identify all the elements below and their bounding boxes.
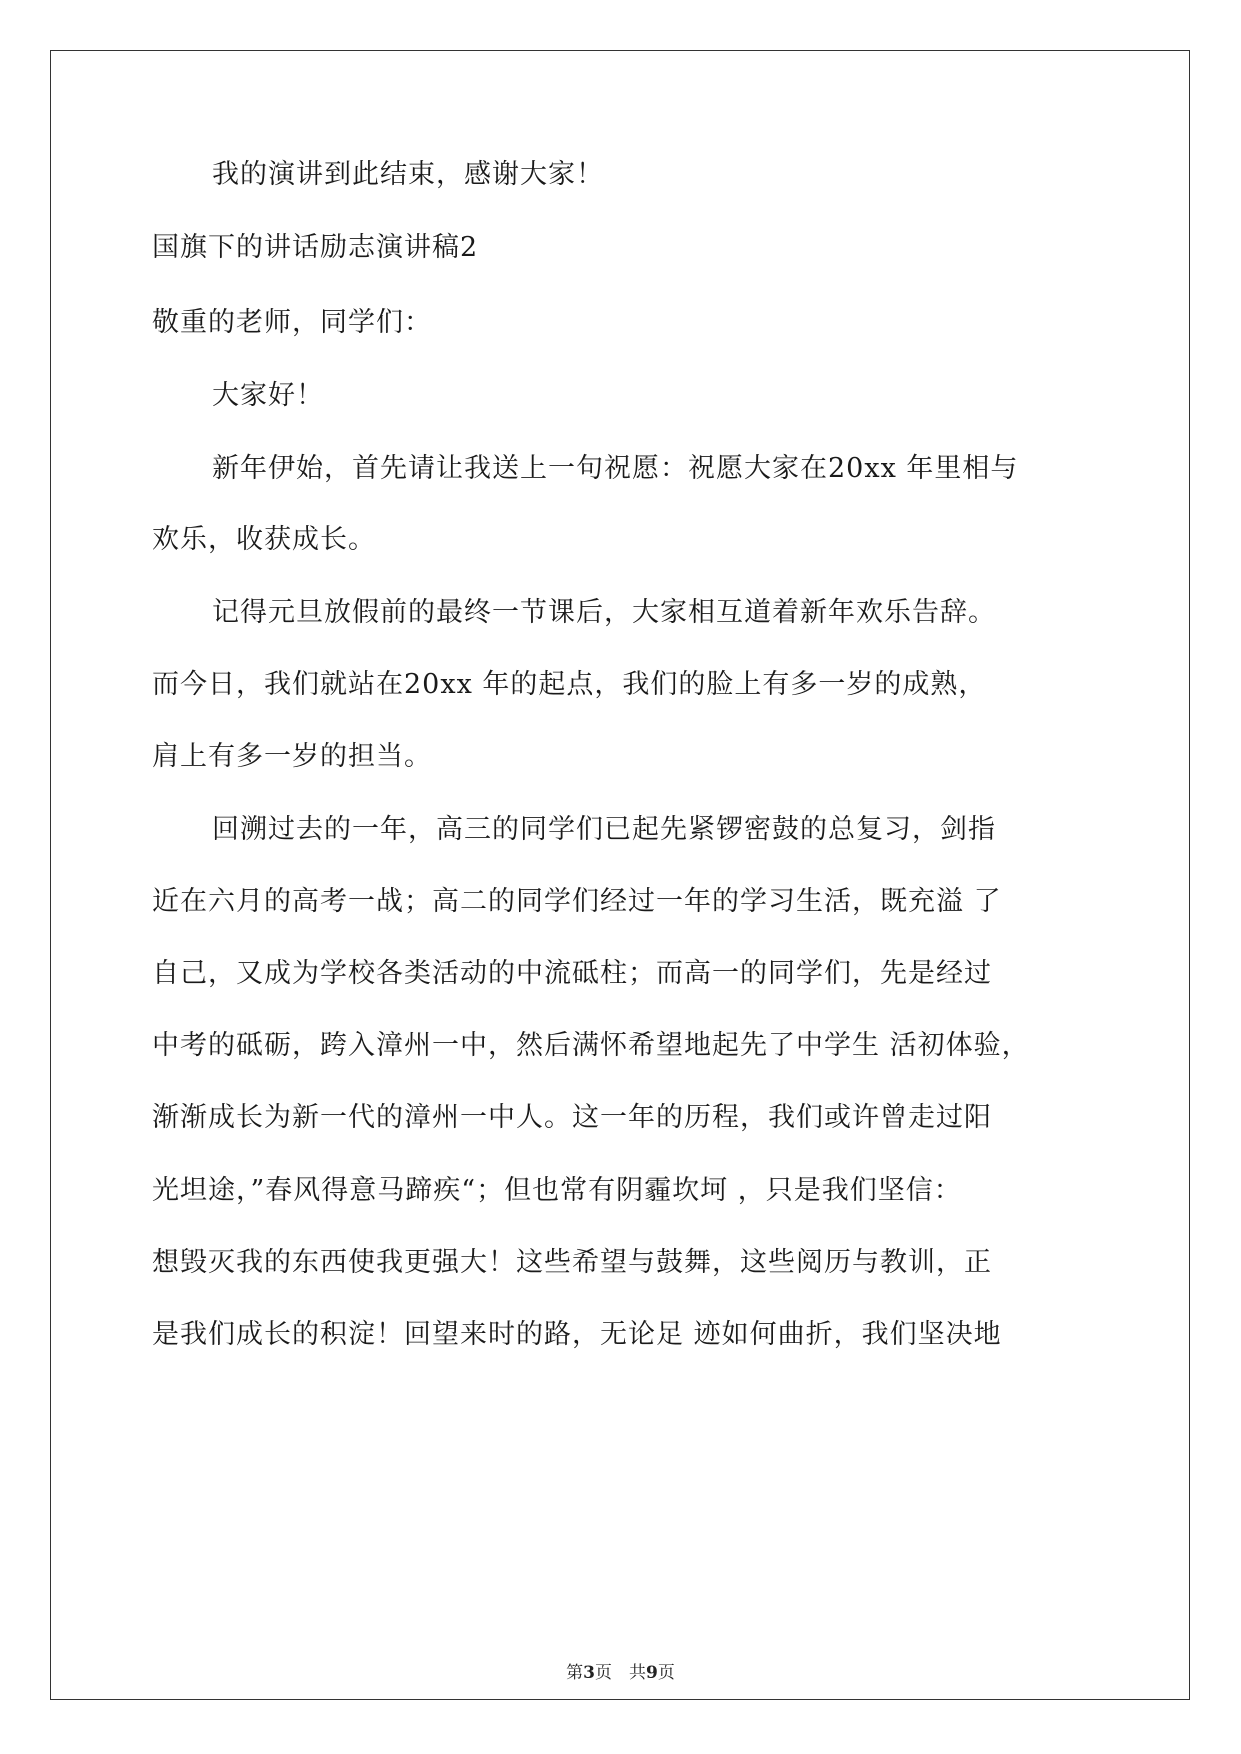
paragraph-line: 新年伊始，首先请让我送上一句祝愿：祝愿大家在20xx 年里相与 <box>212 453 1019 484</box>
salutation: 敬重的老师，同学们： <box>152 307 432 338</box>
page-border <box>50 50 1190 1700</box>
paragraph-line: 而今日，我们就站在20xx 年的起点，我们的脸上有多一岁的成熟， <box>152 669 987 700</box>
paragraph-line: 欢乐，收获成长。 <box>152 524 376 555</box>
paragraph-line: 渐渐成长为新一代的漳州一中人。这一年的历程，我们或许曾走过阳 <box>152 1102 992 1133</box>
page-footer <box>0 1661 1241 1685</box>
footer-prefix: 第 <box>566 1663 584 1683</box>
paragraph-line: 是我们成长的积淀！回望来时的路，无论足 迹如何曲折，我们坚决地 <box>152 1319 1002 1350</box>
footer-suffix: 页 <box>657 1663 675 1683</box>
paragraph-line: 中考的砥砺，跨入漳州一中，然后满怀希望地起先了中学生 活初体验， <box>152 1030 1030 1061</box>
current-page-number: 3 <box>583 1663 595 1683</box>
paragraph-line: 记得元旦放假前的最终一节课后，大家相互道着新年欢乐告辞。 <box>212 597 996 628</box>
closing-line: 我的演讲到此结束，感谢大家！ <box>212 159 604 190</box>
greeting: 大家好！ <box>212 380 324 411</box>
paragraph-line: 回溯过去的一年，高三的同学们已起先紧锣密鼓的总复习，剑指 <box>212 814 996 845</box>
paragraph-line: 近在六月的高考一战；高二的同学们经过一年的学习生活，既充溢 了 <box>152 886 1002 917</box>
paragraph-line: 光坦途，”春风得意马蹄疾“；但也常有阴霾坎坷 ，只是我们坚信： <box>152 1175 962 1206</box>
paragraph-line: 自己，又成为学校各类活动的中流砥柱；而高一的同学们，先是经过 <box>152 958 992 989</box>
footer-middle: 页 共 <box>595 1663 646 1683</box>
total-pages-number: 9 <box>646 1663 658 1683</box>
speech-title: 国旗下的讲话励志演讲稿2 <box>152 232 479 263</box>
paragraph-line: 肩上有多一岁的担当。 <box>152 741 432 772</box>
paragraph-line: 想毁灭我的东西使我更强大！这些希望与鼓舞，这些阅历与教训，正 <box>152 1247 992 1278</box>
